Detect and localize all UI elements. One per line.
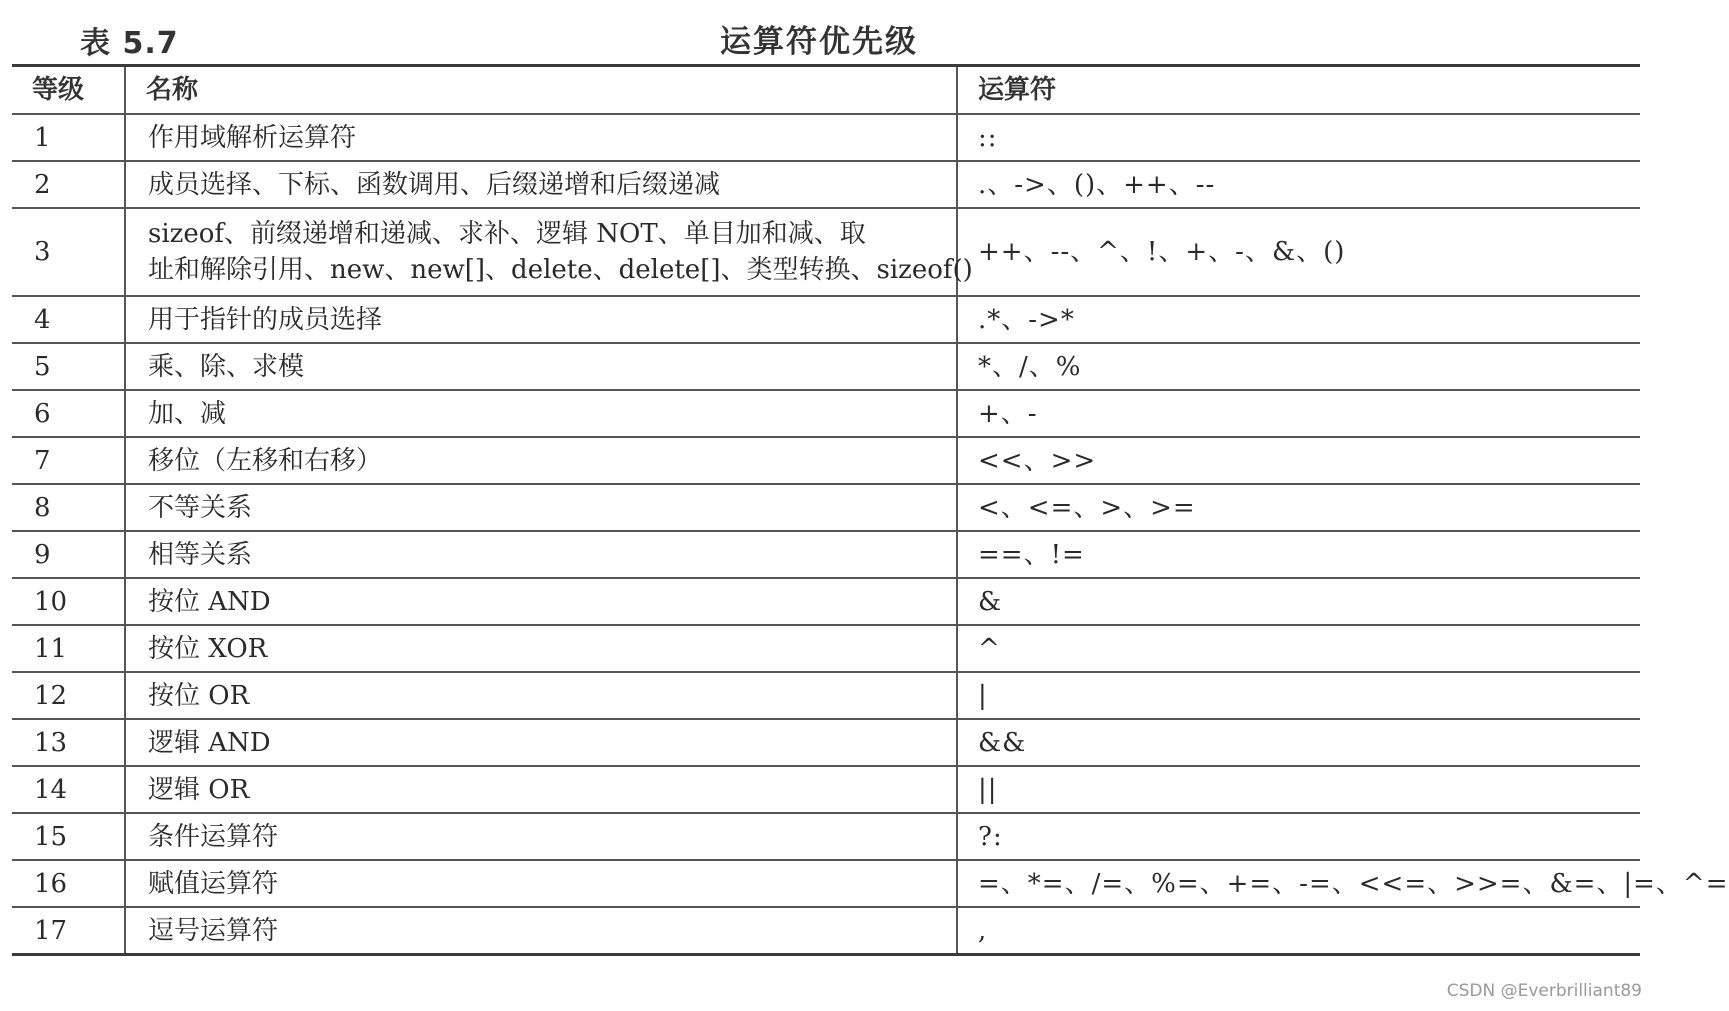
table-header-row <box>12 66 1640 115</box>
name-cell <box>125 625 957 672</box>
table-row <box>12 296 1640 343</box>
table-row <box>12 208 1640 296</box>
name-line: 条件运算符 <box>148 821 279 852</box>
name-cell <box>125 484 957 531</box>
name-line: 逻辑 AND <box>148 727 271 758</box>
operators-cell: :: <box>957 114 1640 161</box>
level-cell: 11 <box>12 625 125 672</box>
level-cell: 12 <box>12 672 125 719</box>
operators-cell: | <box>957 672 1640 719</box>
operators-cell: & <box>957 578 1640 625</box>
operators-cell: +、- <box>957 390 1640 437</box>
operators-cell: =、*=、/=、%=、+=、-=、<<=、>>=、&=、|=、^= <box>957 860 1640 907</box>
name-cell <box>125 860 957 907</box>
name-cell <box>125 531 957 578</box>
header-name: 名称 <box>125 66 957 115</box>
operators-cell: && <box>957 719 1640 766</box>
operators-cell: ^ <box>957 625 1640 672</box>
level-cell: 7 <box>12 437 125 484</box>
level-cell: 2 <box>12 161 125 208</box>
name-line: 址和解除引用、new、new[]、delete、delete[]、类型转换、sizeof() <box>148 255 973 285</box>
table-body <box>12 114 1729 955</box>
level-cell: 3 <box>12 208 125 296</box>
name-line: 按位 AND <box>148 586 271 617</box>
level-cell: 16 <box>12 860 125 907</box>
name-line: 用于指针的成员选择 <box>148 304 383 335</box>
level-cell: 14 <box>12 766 125 813</box>
table-number-label: 表 5.7 <box>80 26 179 61</box>
name-line: 逻辑 OR <box>148 774 250 805</box>
header-level: 等级 <box>12 66 125 115</box>
table-row <box>12 907 1640 955</box>
table-row <box>12 484 1640 531</box>
name-cell <box>125 813 957 860</box>
name-cell <box>125 208 973 296</box>
level-cell: 9 <box>12 531 125 578</box>
table-row <box>12 578 1640 625</box>
name-cell <box>125 343 957 390</box>
operators-cell: *、/、% <box>957 343 1640 390</box>
operators-cell: .、->、()、++、-- <box>957 161 1640 208</box>
name-line: 作用域解析运算符 <box>148 122 357 153</box>
level-cell: 5 <box>12 343 125 390</box>
name-line: 赋值运算符 <box>148 868 279 899</box>
table-title: 运算符优先级 <box>720 24 918 60</box>
table-caption <box>0 10 1654 60</box>
level-cell: 4 <box>12 296 125 343</box>
operators-cell: || <box>957 766 1640 813</box>
operators-cell: , <box>957 907 1640 955</box>
table-row <box>12 719 1640 766</box>
name-line: 按位 OR <box>148 680 250 711</box>
table-row <box>12 625 1640 672</box>
operators-cell: <、<=、>、>= <box>957 484 1640 531</box>
table-row <box>12 343 1640 390</box>
name-cell <box>125 719 957 766</box>
level-cell: 1 <box>12 114 125 161</box>
table-row <box>12 860 1640 907</box>
name-line: sizeof、前缀递增和递减、求补、逻辑 NOT、单目加和减、取 <box>148 219 866 249</box>
watermark: CSDN @Everbrilliant89 <box>1446 981 1642 1001</box>
operators-cell: <<、>> <box>957 437 1640 484</box>
name-cell <box>125 114 957 161</box>
table-row <box>12 531 1640 578</box>
name-cell <box>125 437 957 484</box>
level-cell: 10 <box>12 578 125 625</box>
name-line: 逗号运算符 <box>148 915 279 946</box>
table-row <box>12 161 1640 208</box>
level-cell: 15 <box>12 813 125 860</box>
table-row <box>12 766 1640 813</box>
table-row <box>12 114 1640 161</box>
operator-precedence-table <box>12 64 1729 956</box>
name-cell <box>125 390 957 437</box>
name-line: 移位（左移和右移） <box>148 445 383 476</box>
operators-cell: ++、--、^、!、+、-、&、() <box>957 208 1640 296</box>
name-cell <box>125 578 957 625</box>
table-row <box>12 437 1640 484</box>
header-operators: 运算符 <box>957 66 1640 115</box>
name-line: 按位 XOR <box>148 633 268 664</box>
name-line: 相等关系 <box>148 539 253 570</box>
name-cell <box>125 672 957 719</box>
table-row <box>12 813 1640 860</box>
name-line: 乘、除、求模 <box>148 351 305 382</box>
level-cell: 17 <box>12 907 125 955</box>
level-cell: 6 <box>12 390 125 437</box>
operators-cell: ?: <box>957 813 1640 860</box>
name-line: 成员选择、下标、函数调用、后缀递增和后缀递减 <box>148 169 721 200</box>
level-cell: 13 <box>12 719 125 766</box>
name-line: 不等关系 <box>148 492 253 523</box>
name-cell <box>125 296 957 343</box>
name-cell <box>125 161 957 208</box>
table-row <box>12 672 1640 719</box>
operators-cell: .*、->* <box>957 296 1640 343</box>
table-row <box>12 390 1640 437</box>
level-cell: 8 <box>12 484 125 531</box>
name-cell <box>125 766 957 813</box>
operators-cell: ==、!= <box>957 531 1640 578</box>
name-line: 加、减 <box>148 398 227 429</box>
name-cell <box>125 907 957 955</box>
